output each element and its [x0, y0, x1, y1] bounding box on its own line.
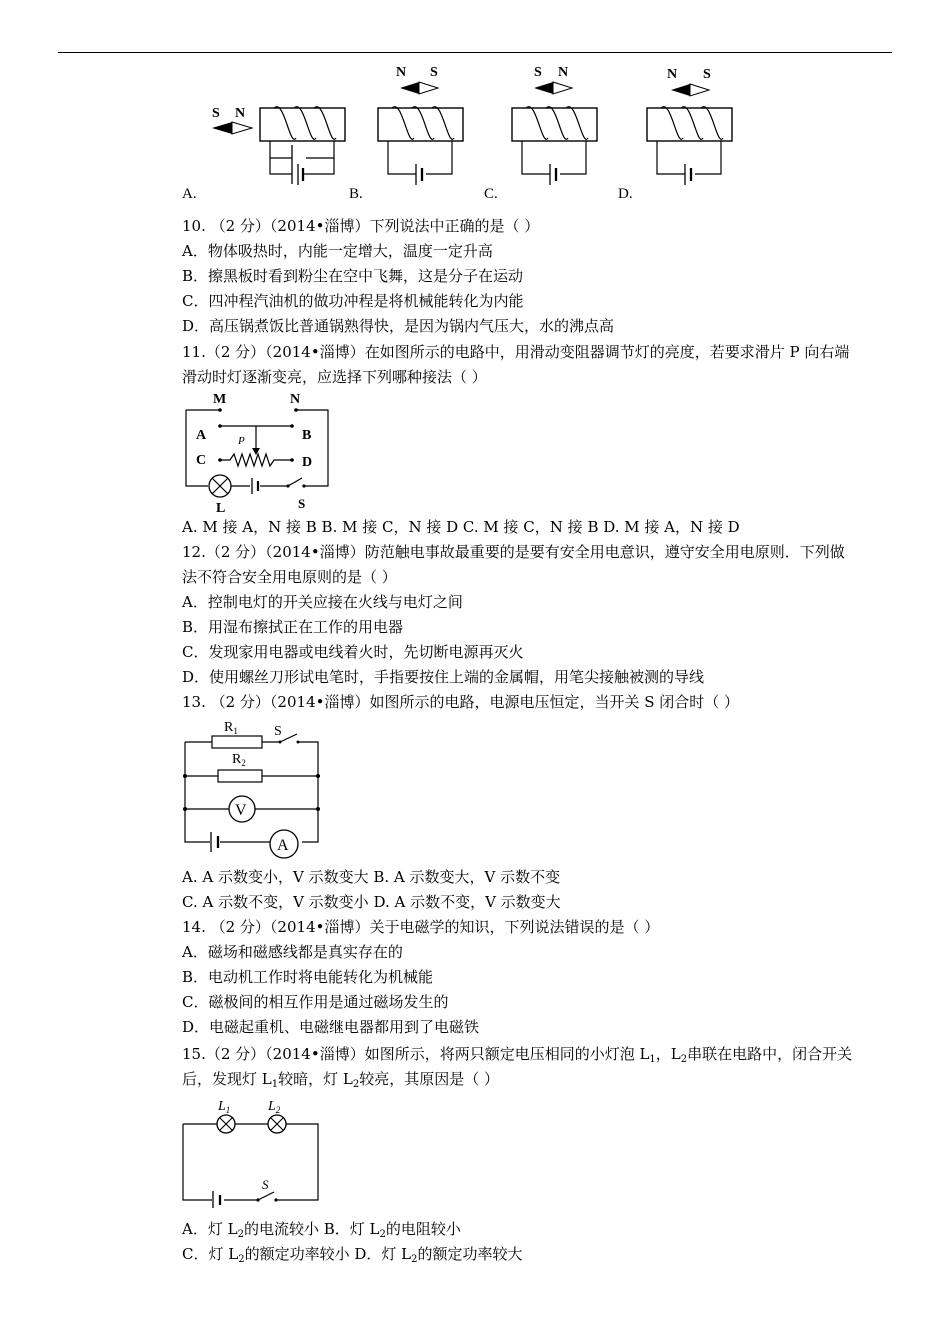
- q10-option-d[interactable]: D．高压锅煮饭比普通锅熟得快，是因为锅内气压大，水的沸点高: [182, 317, 615, 335]
- q15-circuit-diagram: [180, 1094, 325, 1208]
- q12-stem-line1: 12.（2 分）（2014•淄博）防范触电事故最重要的是要有安全用电意识，遵守安全用电原则．下列做: [182, 543, 845, 561]
- svg-text:L: L: [216, 501, 226, 516]
- q9a-pole-right: N: [235, 106, 246, 121]
- compass-needle-icon: [400, 82, 419, 94]
- resistor-r1: [212, 736, 262, 748]
- svg-text:S: S: [430, 65, 438, 80]
- q13-circuit-diagram: [180, 716, 325, 861]
- svg-text:R1: $R_1$: [224, 720, 238, 736]
- q14-option-a[interactable]: A．磁场和磁感线都是真实存在的: [182, 943, 403, 961]
- compass-needle-icon: [671, 84, 690, 96]
- svg-text:R2: $R_2$: [232, 752, 246, 768]
- q15-stem-line1: 15.（2 分）（2014•淄博）如图所示，将两只额定电压相同的小灯泡 $L_1$，$L_2$串联在电路中，闭合开关: [182, 1045, 853, 1065]
- q13-options-line2[interactable]: C. A 示数不变，V 示数变小 D. A 示数不变，V 示数变大: [182, 893, 561, 911]
- q11-circuit-diagram: [180, 388, 340, 516]
- q9-fig-b: [378, 65, 463, 185]
- svg-text:A: A: [196, 428, 207, 443]
- q9-fig-c: [512, 65, 597, 185]
- svg-text:P: P: [238, 435, 245, 447]
- svg-text:D: D: [302, 455, 313, 470]
- compass-needle-icon: [212, 122, 232, 134]
- q13-stem: 13. （2 分）（2014•淄博）如图所示的电路，电源电压恒定，当开关 S 闭合时（ ）: [182, 693, 740, 711]
- q9-fig-d: [647, 67, 732, 185]
- svg-text:C: C: [196, 453, 207, 468]
- q13-options-line1[interactable]: A. A 示数变小，V 示数变大 B. A 示数变大，V 示数不变: [182, 868, 561, 886]
- q10-option-a[interactable]: A．物体吸热时，内能一定增大，温度一定升高: [182, 242, 493, 260]
- q12-option-a[interactable]: A．控制电灯的开关应接在火线与电灯之间: [182, 593, 463, 611]
- q14-option-d[interactable]: D．电磁起重机、电磁继电器都用到了电磁铁: [182, 1018, 480, 1036]
- svg-text:S: S: [274, 724, 282, 739]
- q14-stem: 14. （2 分）（2014•淄博）关于电磁学的知识，下列说法错误的是（ ）: [182, 918, 660, 936]
- svg-text:M: M: [213, 392, 227, 407]
- q9-figure-row: [180, 60, 760, 205]
- svg-text:L2: $L_2$: [268, 1099, 281, 1115]
- q15-options-line1[interactable]: A．灯 $L_2$的电流较小 B．灯 $L_2$的电阻较小: [182, 1220, 461, 1240]
- svg-text:A: A: [277, 837, 289, 854]
- q15-options-line2[interactable]: C．灯 $L_2$的额定功率较小 D．灯 $L_2$的额定功率较大: [182, 1245, 523, 1265]
- header-rule: [58, 52, 892, 53]
- svg-text:S: S: [534, 65, 542, 80]
- q11-options[interactable]: A. M 接 A，N 接 B B. M 接 C，N 接 D C. M 接 C，N 接 B D. M 接 A，N 接 D: [182, 518, 740, 536]
- svg-text:S: S: [703, 67, 711, 82]
- svg-text:B: B: [302, 428, 312, 443]
- q9-option-d[interactable]: D.: [618, 186, 633, 202]
- q14-option-c[interactable]: C．磁极间的相互作用是通过磁场发生的: [182, 993, 449, 1011]
- q11-stem-line2: 滑动时灯逐渐变亮，应选择下列哪种接法（ ）: [182, 368, 487, 386]
- q15-stem-line2: 后，发现灯 $L_1$较暗，灯 $L_2$较亮，其原因是（ ）: [182, 1070, 499, 1090]
- svg-text:V: V: [235, 802, 247, 819]
- svg-text:S: S: [262, 1177, 269, 1192]
- svg-text:N: N: [396, 65, 407, 80]
- svg-text:L1: $L_1$: [218, 1099, 231, 1115]
- q12-option-c[interactable]: C．发现家用电器或电线着火时，先切断电源再灭火: [182, 643, 524, 661]
- q9-fig-a: [212, 106, 345, 185]
- q9a-pole-left: S: [212, 106, 220, 121]
- q9-option-c[interactable]: C.: [484, 186, 498, 202]
- q12-option-d[interactable]: D．使用螺丝刀形试电笔时，手指要按住上端的金属帽，用笔尖接触被测的导线: [182, 668, 705, 686]
- compass-needle-icon: [534, 82, 553, 94]
- resistor-r2: [218, 770, 262, 782]
- q9-option-b[interactable]: B.: [349, 186, 363, 202]
- q10-stem: 10. （2 分）（2014•淄博）下列说法中正确的是（ ）: [182, 217, 540, 235]
- q9-option-a[interactable]: A.: [182, 186, 197, 202]
- q14-option-b[interactable]: B．电动机工作时将电能转化为机械能: [182, 968, 434, 986]
- q10-option-c[interactable]: C．四冲程汽油机的做功冲程是将机械能转化为内能: [182, 292, 524, 310]
- q12-stem-line2: 法不符合安全用电原则的是（ ）: [182, 568, 397, 586]
- svg-text:N: N: [290, 392, 301, 407]
- svg-text:N: N: [667, 67, 678, 82]
- svg-text:S: S: [298, 496, 306, 511]
- q12-option-b[interactable]: B．用湿布擦拭正在工作的用电器: [182, 618, 404, 636]
- svg-text:N: N: [558, 65, 569, 80]
- q11-stem-line1: 11.（2 分）（2014•淄博）在如图所示的电路中，用滑动变阻器调节灯的亮度，若要求滑片 P 向右端: [182, 343, 850, 361]
- q10-option-b[interactable]: B．擦黑板时看到粉尘在空中飞舞，这是分子在运动: [182, 267, 524, 285]
